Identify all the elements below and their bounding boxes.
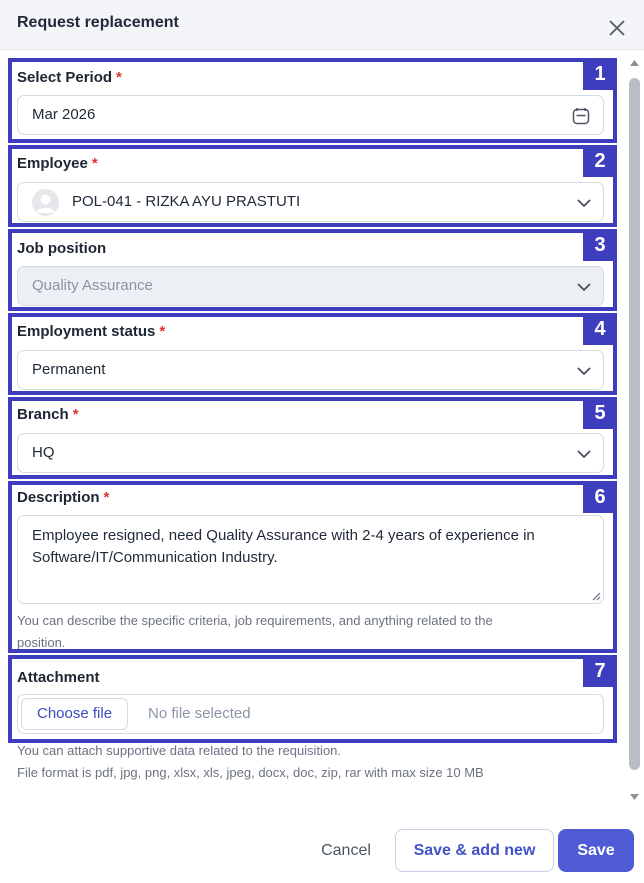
save-button[interactable]: Save: [558, 829, 634, 872]
avatar: [32, 189, 59, 216]
required-mark: *: [103, 489, 110, 506]
attachment-help-line: File format is pdf, jpg, png, xlsx, xls, jpeg, docx, doc, zip, rar with max size 10 MB: [17, 765, 484, 780]
employee-label: Employee *: [17, 155, 98, 172]
job-position-value: Quality Assurance: [32, 277, 153, 294]
description-textarea[interactable]: [17, 515, 604, 604]
annotation-number: 2: [583, 145, 617, 177]
employment-status-value: Permanent: [32, 361, 106, 378]
close-icon[interactable]: [606, 17, 628, 39]
file-status: No file selected: [148, 705, 251, 722]
period-picker[interactable]: [17, 95, 604, 135]
annotation-number: 1: [583, 58, 617, 90]
description-help-line: position.: [17, 635, 66, 650]
required-mark: *: [72, 406, 79, 423]
dialog-title: Request replacement: [17, 14, 179, 31]
dialog-header: [0, 0, 644, 50]
job-position-label: Job position: [17, 240, 107, 257]
chevron-down-icon: [575, 278, 593, 296]
employee-select[interactable]: [17, 182, 604, 222]
attachment-help-line: You can attach supportive data related to the requisition.: [17, 743, 342, 758]
annotation-number: 6: [583, 481, 617, 513]
attachment-label: Attachment: [17, 669, 100, 686]
branch-label: Branch *: [17, 406, 79, 423]
form-body: [0, 50, 622, 810]
cancel-button[interactable]: Cancel: [321, 842, 371, 859]
chevron-down-icon[interactable]: [575, 194, 593, 212]
period-label: Select Period *: [17, 69, 122, 86]
branch-select[interactable]: [17, 433, 604, 473]
required-mark: *: [116, 69, 122, 86]
description-help-line: You can describe the specific criteria, job requirements, and anything related to the: [17, 613, 493, 628]
chevron-down-icon[interactable]: [575, 362, 593, 380]
scroll-up-icon[interactable]: [629, 58, 640, 68]
annotation-number: 5: [583, 397, 617, 429]
employment-status-select[interactable]: [17, 350, 604, 390]
annotation-number: 7: [583, 655, 617, 687]
annotation-number: 4: [583, 313, 617, 345]
scroll-down-icon[interactable]: [629, 792, 640, 802]
annotation-number: 3: [583, 229, 617, 261]
description-value: Employee resigned, need Quality Assurance with 2-4 years of experience in Software/IT/Communication Industry.: [32, 527, 535, 566]
save-add-new-button[interactable]: Save & add new: [395, 829, 554, 872]
choose-file-button[interactable]: Choose file: [21, 698, 128, 730]
period-value: Mar 2026: [32, 106, 96, 123]
calendar-icon[interactable]: [571, 106, 591, 126]
required-mark: *: [91, 155, 98, 172]
resize-handle-icon[interactable]: [591, 591, 601, 601]
job-position-select: [17, 266, 604, 306]
required-mark: *: [159, 323, 166, 340]
employee-value: POL-041 - RIZKA AYU PRASTUTI: [72, 193, 301, 210]
scrollbar[interactable]: [626, 56, 642, 806]
description-help: [17, 610, 493, 654]
chevron-down-icon[interactable]: [575, 445, 593, 463]
attachment-input: [17, 694, 604, 734]
branch-value: HQ: [32, 444, 55, 461]
attachment-help: [17, 740, 484, 784]
description-label: Description *: [17, 489, 110, 506]
employment-status-label: Employment status *: [17, 323, 166, 340]
scrollbar-thumb[interactable]: [629, 78, 640, 770]
